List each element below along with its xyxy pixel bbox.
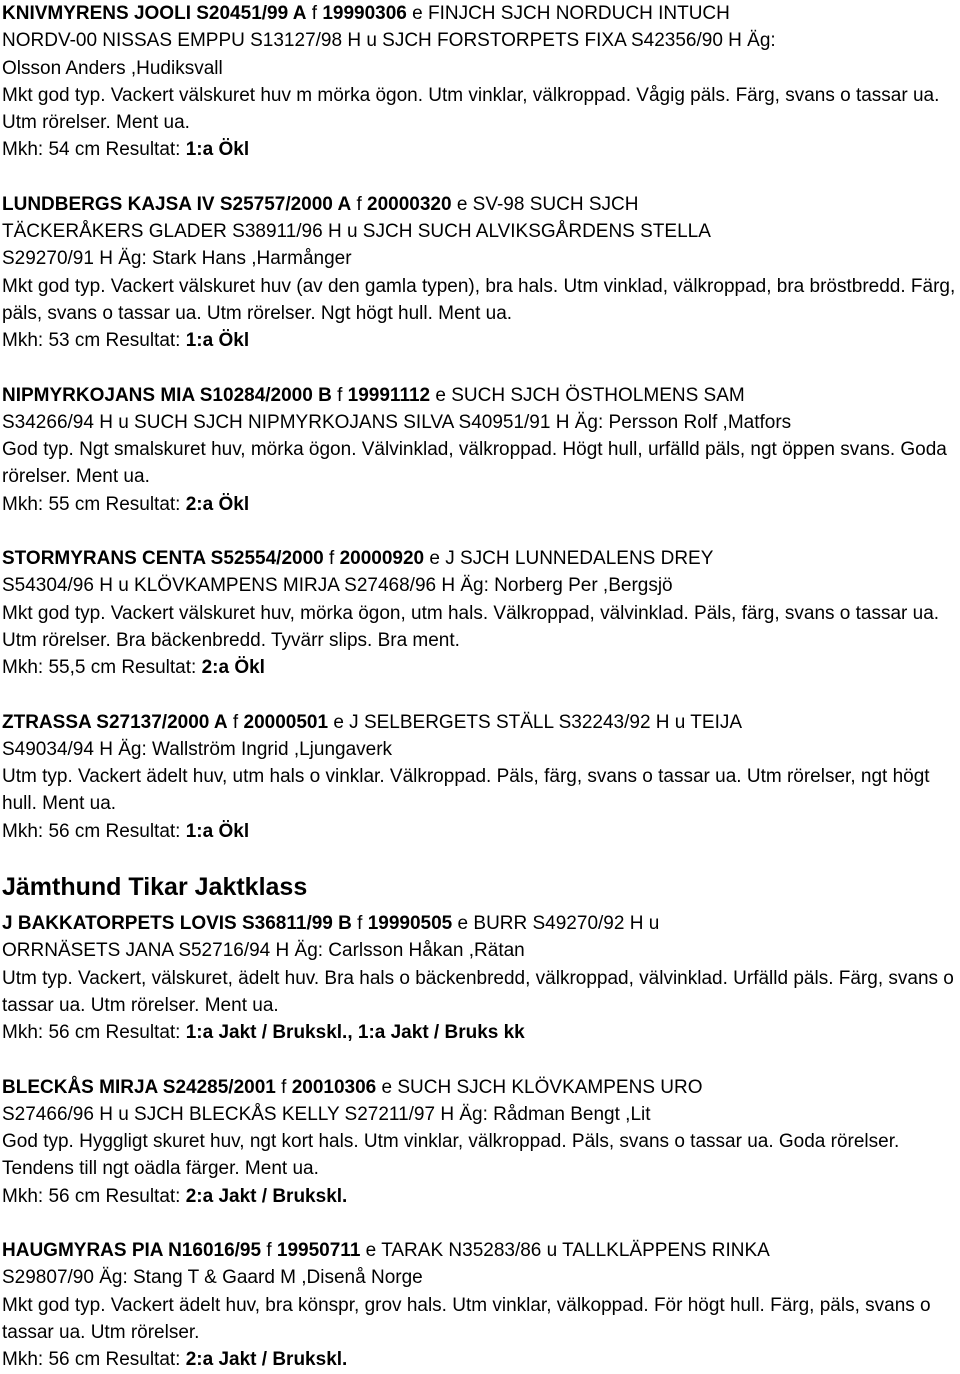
entry-head-bold: 20000320 (367, 193, 452, 215)
entry-result (2, 654, 960, 681)
entry-head-text: e SV-98 SUCH SJCH (451, 193, 639, 215)
result-label: Mkh: 56 cm Resultat: (2, 820, 186, 842)
entry-head-bold: STORMYRANS CENTA S52554/2000 (2, 548, 324, 570)
entry-head-line (2, 55, 960, 82)
entry-head-bold: NIPMYRKOJANS MIA S10284/2000 B (2, 384, 332, 406)
dog-entry (2, 545, 960, 681)
entry-head-line (2, 245, 960, 272)
entry-head-text: NORDV-00 NISSAS EMPPU S13127/98 H u SJCH FORSTORPETS FIXA S42356/90 H Äg: (2, 30, 776, 52)
entry-head-bold: 20000501 (243, 711, 329, 733)
entry-head-bold: ZTRASSA S27137/2000 A (2, 711, 228, 733)
entry-head-text: f (227, 711, 244, 733)
entry-head-text: f (275, 1076, 292, 1098)
entry-critique: Mkt god typ. Vackert ädelt huv, bra könspr, grov hals. Utm vinklar, välkoppad. För högt hull. Färg, päls, svans o tassar ua. Utm rörelser. (2, 1294, 931, 1343)
entry-head-bold: J BAKKATORPETS LOVIS S36811/99 B (2, 913, 352, 935)
entry-head-bold: 19991112 (347, 384, 431, 406)
dog-entry (2, 1237, 960, 1373)
result-label: Mkh: 53 cm Resultat: (2, 330, 186, 352)
result-value: 1:a Ökl (185, 139, 250, 161)
entry-critique: Mkt god typ. Vackert välskuret huv (av den gamla typen), bra hals. Utm vinklad, välkroppad, bra bröstbredd. Färg, päls, svans o tassar ua. Utm rörelser. Ngt högt hull. Ment ua. (2, 275, 956, 324)
entry-critique: God typ. Hyggligt skuret huv, ngt kort hals. Utm vinklar, välkroppad. Päls, svans o tassar ua. Goda rörelser. Tendens till ngt oädla färger. Ment ua. (2, 1131, 900, 1180)
entry-head-text: e TARAK N35283/86 u TALLKLÄPPENS RINKA (360, 1239, 770, 1261)
entry-head-text: S27466/96 H u SJCH BLECKÅS KELLY S27211/97 H Äg: Rådman Bengt ,Lit (2, 1103, 651, 1125)
entry-head-line (2, 910, 960, 937)
result-value: 2:a Ökl (185, 493, 250, 515)
entry-result (2, 1183, 960, 1210)
entry-head-bold: BLECKÅS MIRJA S24285/2001 (2, 1076, 276, 1098)
entry-head-text: S54304/96 H u KLÖVKAMPENS MIRJA S27468/96 H Äg: Norberg Per ,Bergsjö (2, 575, 673, 597)
entry-head-text: S29270/91 H Äg: Stark Hans ,Harmånger (2, 248, 352, 270)
entry-head-text: e SUCH SJCH KLÖVKAMPENS URO (376, 1076, 703, 1098)
entry-head-text: e BURR S49270/92 H u (452, 913, 660, 935)
entry-head-line (2, 0, 960, 27)
entry-head-bold: 19990306 (322, 3, 407, 24)
entry-head-line (2, 736, 960, 763)
entries-group-oppen-klass (2, 0, 960, 845)
entry-head-bold: HAUGMYRAS PIA N16016/95 (2, 1239, 262, 1261)
entry-head-line (2, 1101, 960, 1128)
entry-head-line (2, 545, 960, 572)
entries-group-jaktklass (2, 910, 960, 1373)
result-value: 2:a Ökl (201, 657, 265, 679)
result-value: 2:a Jakt / Brukskl. (185, 1349, 348, 1371)
entry-head-bold: 20000920 (339, 548, 425, 570)
dog-entry (2, 382, 960, 518)
dog-entry (2, 1074, 960, 1210)
dog-entry (2, 191, 960, 355)
entry-head-text: e FINJCH SJCH NORDUCH INTUCH (406, 3, 730, 24)
entry-head-text: TÄCKERÅKERS GLADER S38911/96 H u SJCH SUCH ALVIKSGÅRDENS STELLA (2, 221, 711, 243)
entry-head-line (2, 27, 960, 54)
result-value: 1:a Ökl (185, 820, 250, 842)
result-label: Mkh: 54 cm Resultat: (2, 139, 186, 161)
entry-head-line (2, 1237, 960, 1264)
entry-head-text: S49034/94 H Äg: Wallström Ingrid ,Ljungaverk (2, 738, 393, 760)
entry-critique: Mkt god typ. Vackert välskuret huv m mörka ögon. Utm vinklar, välkroppad. Vågig päls. Färg, svans o tassar ua. Utm rörelser. Ment ua. (2, 84, 940, 134)
entry-result (2, 818, 960, 845)
entry-head-line (2, 218, 960, 245)
entry-result (2, 491, 960, 518)
entry-head-text: e SUCH SJCH ÖSTHOLMENS SAM (430, 384, 745, 406)
entry-critique: God typ. Ngt smalskuret huv, mörka ögon. Välvinklad, välkroppad. Högt hull, urfälld päls, ngt öppen svans. Goda rörelser. Ment ua. (2, 439, 947, 488)
entry-head-text: f (351, 193, 368, 215)
entry-head-text: f (261, 1239, 277, 1261)
section-title: Jämthund Tikar Jaktklass (2, 873, 308, 902)
entry-result (2, 1019, 960, 1046)
entry-head-text: f (351, 913, 368, 935)
entry-head-bold: 19990505 (367, 913, 453, 935)
entry-head-bold: LUNDBERGS KAJSA IV S25757/2000 A (2, 193, 352, 215)
entry-head-text: S29807/90 Äg: Stang T & Gaard M ,Disenå Norge (2, 1267, 423, 1289)
entry-head-text: e J SJCH LUNNEDALENS DREY (424, 548, 714, 570)
result-label: Mkh: 55 cm Resultat: (2, 493, 186, 515)
entry-head-line (2, 191, 960, 218)
entry-head-line (2, 937, 960, 964)
entry-head-bold: 20010306 (291, 1076, 377, 1098)
result-label: Mkh: 55,5 cm Resultat: (2, 657, 202, 679)
result-label: Mkh: 56 cm Resultat: (2, 1022, 186, 1044)
entry-head-line (2, 572, 960, 599)
entry-result (2, 1346, 960, 1373)
entry-head-line (2, 1264, 960, 1291)
entry-critique: Utm typ. Vackert, välskuret, ädelt huv. Bra hals o bäckenbredd, välkroppad, välvinklad. Urfälld päls. Färg, svans o tassar ua. Utm rörelser. Ment ua. (2, 967, 954, 1016)
result-label: Mkh: 56 cm Resultat: (2, 1349, 186, 1371)
result-value: 1:a Ökl (185, 330, 250, 352)
entry-result (2, 136, 960, 163)
entry-head-text: Olsson Anders ,Hudiksvall (2, 57, 223, 79)
entry-head-bold: KNIVMYRENS JOOLI S20451/99 A (2, 3, 307, 24)
entry-critique: Mkt god typ. Vackert välskuret huv, mörka ögon, utm hals. Välkroppad, välvinklad. Päls, färg, svans o tassar ua. Utm rörelser. Bra bäckenbredd. Tyvärr slips. Bra ment. (2, 602, 940, 651)
dog-entry (2, 0, 960, 164)
entry-head-line (2, 382, 960, 409)
entry-head-line (2, 709, 960, 736)
entry-head-line (2, 1074, 960, 1101)
entry-head-text: f (323, 548, 340, 570)
result-value: 2:a Jakt / Brukskl. (185, 1185, 348, 1207)
entry-critique: Utm typ. Vackert ädelt huv, utm hals o vinklar. Välkroppad. Päls, färg, svans o tassar ua. Utm rörelser, ngt högt hull. Ment ua. (2, 766, 930, 815)
dog-entry (2, 910, 960, 1046)
dog-entry (2, 709, 960, 845)
result-label: Mkh: 56 cm Resultat: (2, 1185, 186, 1207)
entry-head-text: f (331, 384, 348, 406)
entry-head-text: S34266/94 H u SUCH SJCH NIPMYRKOJANS SILVA S40951/91 H Äg: Persson Rolf ,Matfors (2, 411, 792, 433)
entry-head-text: e J SELBERGETS STÄLL S32243/92 H u TEIJA (328, 711, 743, 733)
entry-head-bold: 19950711 (276, 1239, 361, 1261)
entry-head-text: ORRNÄSETS JANA S52716/94 H Äg: Carlsson Håkan ,Rätan (2, 940, 525, 962)
entry-result (2, 327, 960, 354)
entry-head-line (2, 409, 960, 436)
entry-head-text: f (306, 3, 323, 24)
result-value: 1:a Jakt / Brukskl., 1:a Jakt / Bruks kk (185, 1022, 525, 1044)
